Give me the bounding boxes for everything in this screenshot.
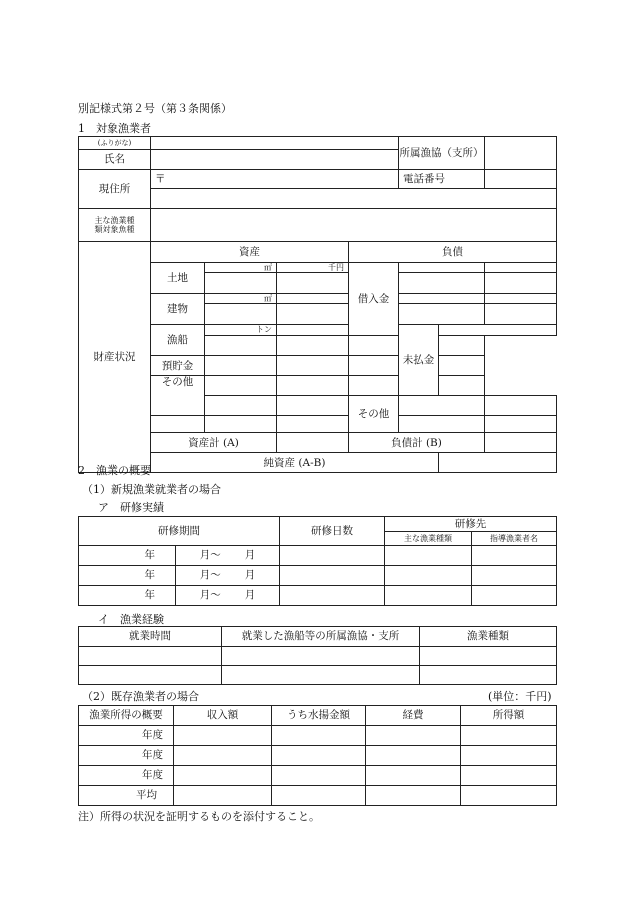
year-label: 年 <box>79 566 176 586</box>
address-label: 現住所 <box>79 170 151 209</box>
other-asset-value[interactable] <box>277 376 349 396</box>
building-area-unit: ㎡ <box>205 294 277 304</box>
instructor[interactable] <box>472 546 557 566</box>
work-union[interactable] <box>222 647 420 666</box>
furigana-field[interactable] <box>151 137 399 150</box>
experience-heading: イ 漁業経験 <box>98 613 164 626</box>
other-liab-cell[interactable] <box>399 416 485 433</box>
other-asset-value[interactable] <box>277 396 349 416</box>
experience-table <box>78 626 557 685</box>
boat-tonnage[interactable] <box>205 336 277 356</box>
landing-cell[interactable] <box>272 766 366 786</box>
savings-cell[interactable] <box>205 356 277 376</box>
loan-cell[interactable] <box>485 263 557 273</box>
loan-cell[interactable] <box>485 304 557 325</box>
training-days[interactable] <box>280 586 385 606</box>
loan-cell[interactable] <box>485 294 557 304</box>
existing-fisher-heading: （2）既存漁業者の場合 <box>82 690 199 703</box>
income-table <box>78 705 557 806</box>
instructor[interactable] <box>472 566 557 586</box>
postal-mark: 〒 <box>151 170 399 189</box>
income-cell[interactable] <box>461 726 557 746</box>
year-label: 年 <box>79 586 176 606</box>
expense-cell[interactable] <box>366 766 461 786</box>
work-type[interactable] <box>420 647 557 666</box>
average-label: 平均 <box>79 786 174 806</box>
landing-cell[interactable] <box>272 786 366 806</box>
unpaid-cell[interactable] <box>439 376 485 396</box>
income-cell[interactable] <box>461 766 557 786</box>
phone-label: 電話番号 <box>399 170 485 189</box>
building-area[interactable] <box>205 304 277 325</box>
land-label: 土地 <box>151 263 205 294</box>
other-liab-cell[interactable] <box>399 396 485 416</box>
training-dest-header: 研修先 <box>385 517 557 532</box>
other-asset-cell[interactable] <box>205 376 277 396</box>
land-area[interactable] <box>205 273 277 294</box>
building-value[interactable] <box>277 294 349 304</box>
training-days[interactable] <box>280 566 385 586</box>
footnote: 注）所得の状況を証明するものを添付すること。 <box>78 810 320 823</box>
income-summary-header: 漁業所得の概要 <box>79 706 174 726</box>
income-header: 所得額 <box>461 706 557 726</box>
loan-cell[interactable] <box>399 294 485 304</box>
landing-cell[interactable] <box>272 746 366 766</box>
training-heading: ア 研修実績 <box>98 501 164 514</box>
land-area-unit: ㎡ <box>205 263 277 273</box>
boat-label: 漁船 <box>151 325 205 356</box>
net-assets-value[interactable] <box>439 453 557 473</box>
month-range: 月～ 月 <box>176 566 280 586</box>
revenue-cell[interactable] <box>174 726 272 746</box>
other-asset-cell[interactable] <box>205 416 277 433</box>
expense-cell[interactable] <box>366 746 461 766</box>
name-field[interactable] <box>151 150 399 170</box>
training-period-header: 研修期間 <box>79 517 280 546</box>
instructor-header: 指導漁業者名 <box>472 532 557 546</box>
revenue-cell[interactable] <box>174 786 272 806</box>
month-range: 月～ 月 <box>176 586 280 606</box>
assets-status-label: 財産状況 <box>79 242 151 473</box>
work-union-header: 就業した漁船等の所属漁協・支所 <box>222 627 420 647</box>
applicant-table <box>78 136 557 473</box>
total-liab-label: 負債計 (B) <box>349 433 485 453</box>
fiscal-year-label: 年度 <box>79 746 174 766</box>
loan-cell[interactable] <box>399 273 485 294</box>
total-assets-value[interactable] <box>277 433 349 453</box>
section1-title: 1 対象漁業者 <box>78 122 151 135</box>
net-assets-label: 純資産 (A-B) <box>151 453 439 473</box>
other-liab-label: その他 <box>349 396 399 433</box>
name-label: 氏名 <box>79 150 151 170</box>
main-type-header: 主な漁業種類 <box>385 532 472 546</box>
loan-cell[interactable] <box>485 273 557 294</box>
other-liab-cell[interactable] <box>485 416 557 433</box>
land-value[interactable] <box>277 273 349 294</box>
expense-cell[interactable] <box>366 726 461 746</box>
unpaid-cell[interactable] <box>349 336 439 356</box>
revenue-cell[interactable] <box>174 766 272 786</box>
union-label: 所属漁協（支所） <box>399 137 485 170</box>
other-asset-value[interactable] <box>277 416 349 433</box>
income-cell[interactable] <box>461 746 557 766</box>
training-days-header: 研修日数 <box>280 517 385 546</box>
unpaid-cell[interactable] <box>349 376 439 396</box>
work-type-header: 漁業種類 <box>420 627 557 647</box>
revenue-header: 収入額 <box>174 706 272 726</box>
unpaid-label: 未払金 <box>399 325 439 396</box>
training-table <box>78 516 557 606</box>
other-assets-label: その他 <box>151 376 205 416</box>
income-cell[interactable] <box>461 786 557 806</box>
building-label: 建物 <box>151 294 205 325</box>
loan-label: 借入金 <box>349 263 399 336</box>
main-type[interactable] <box>385 586 472 606</box>
year-label: 年 <box>79 546 176 566</box>
loan-cell[interactable] <box>399 304 485 325</box>
boat-value[interactable] <box>277 325 349 336</box>
unit-note: (単位：千円) <box>488 690 552 703</box>
main-type[interactable] <box>385 546 472 566</box>
landing-cell[interactable] <box>272 726 366 746</box>
expense-cell[interactable] <box>366 786 461 806</box>
loan-cell[interactable] <box>399 263 485 273</box>
unpaid-cell[interactable] <box>439 325 557 336</box>
boat-value[interactable] <box>277 336 349 356</box>
other-liab-cell[interactable] <box>485 396 557 416</box>
assets-header: 資産 <box>151 242 349 263</box>
work-period[interactable] <box>79 647 222 666</box>
blank-cell <box>151 416 205 433</box>
fiscal-year-label: 年度 <box>79 766 174 786</box>
expense-header: 経費 <box>366 706 461 726</box>
section2-title: 2 漁業の概要 <box>78 464 151 477</box>
liabilities-header: 負債 <box>349 242 557 263</box>
building-value[interactable] <box>277 304 349 325</box>
work-period-header: 就業時間 <box>79 627 222 647</box>
boat-unit: トン <box>205 325 277 336</box>
unpaid-cell[interactable] <box>439 336 485 356</box>
main-type[interactable] <box>385 566 472 586</box>
species-field[interactable] <box>151 209 557 242</box>
landing-header: うち水揚金額 <box>272 706 366 726</box>
month-range: 月～ 月 <box>176 546 280 566</box>
instructor[interactable] <box>472 586 557 606</box>
total-assets-label: 資産計 (A) <box>151 433 277 453</box>
other-asset-cell[interactable] <box>205 396 277 416</box>
new-fisher-heading: （1）新規漁業就業者の場合 <box>82 483 221 496</box>
address-field[interactable] <box>151 189 557 209</box>
unpaid-cell[interactable] <box>439 356 485 376</box>
savings-value[interactable] <box>277 356 349 376</box>
phone-field[interactable] <box>485 170 557 189</box>
savings-label: 預貯金 <box>151 356 205 376</box>
revenue-cell[interactable] <box>174 746 272 766</box>
furigana-label: (ふりがな) <box>79 137 151 150</box>
training-days[interactable] <box>280 546 385 566</box>
work-union[interactable] <box>222 666 420 685</box>
form-number: 別記様式第２号（第３条関係） <box>78 102 232 115</box>
land-value-unit: 千円 <box>277 263 349 273</box>
work-period[interactable] <box>79 666 222 685</box>
union-field[interactable] <box>485 137 557 170</box>
total-liab-value[interactable] <box>485 433 557 453</box>
fiscal-year-label: 年度 <box>79 726 174 746</box>
species-label: 主な漁業種 類対象魚種 <box>79 209 151 242</box>
work-type[interactable] <box>420 666 557 685</box>
